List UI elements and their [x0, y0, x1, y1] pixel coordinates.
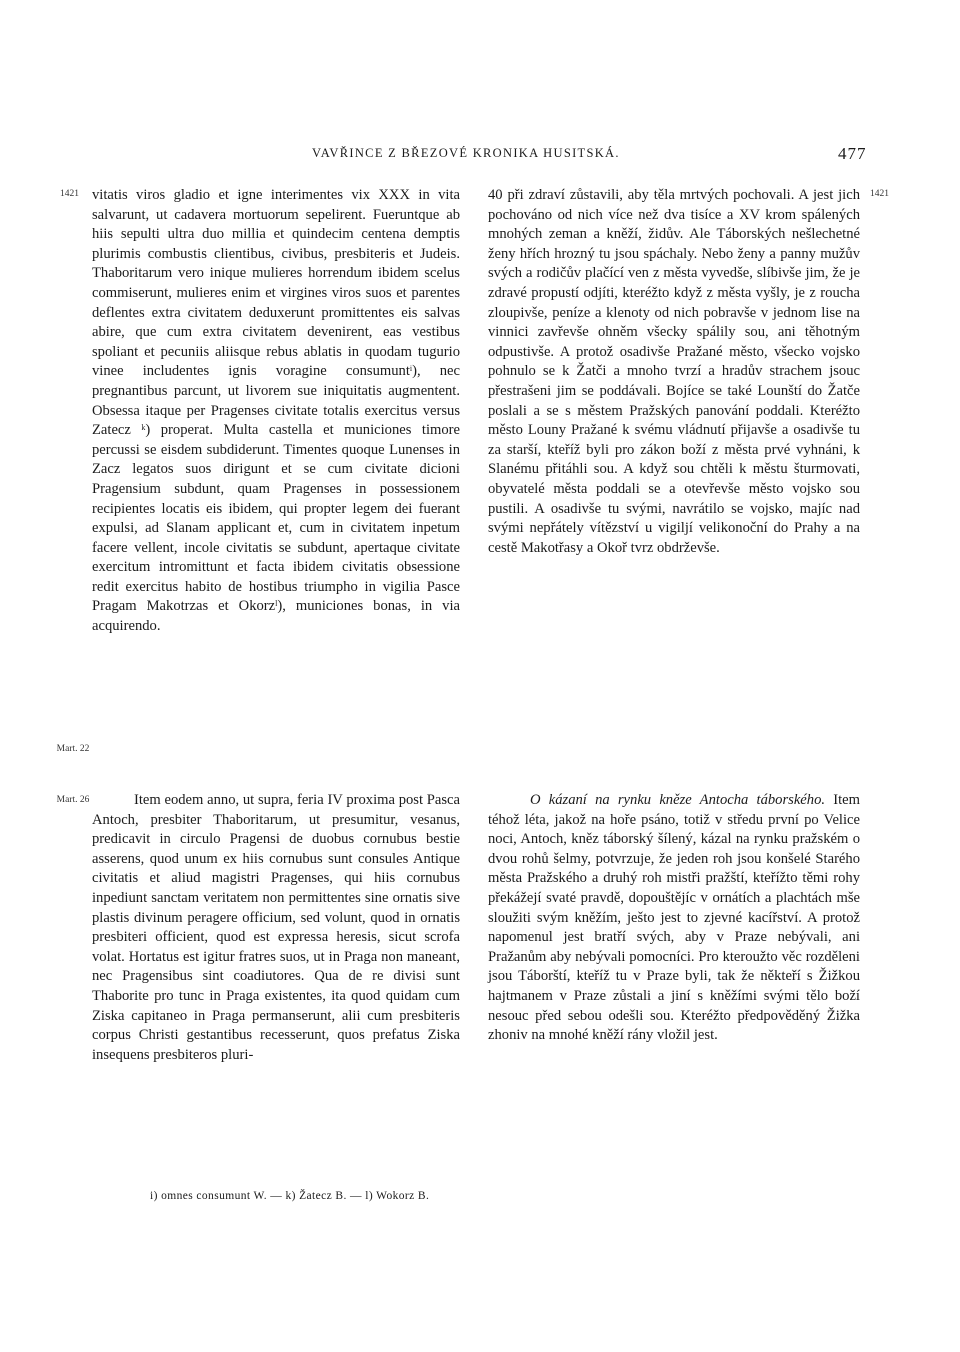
czech-text-1: 40 při zdraví zůstavili, aby těla mrtvých pochovali. A jest jich pochováno od nich více než dva tisíce a XV krom spálených mnohých zeman a kněží, židův. Ale Táborských nešlechetné ženy hřích hrozný tu jsou spáchaly. Nebo ženy a panny mužův svých a rodičův plačící ven z města vyvedše, slíbivše jim, že je zdravé propustí odjíti, kteréžto když z města vyšly, je z roucha zloupivše, peníze a klenoty od nich pobravše v jednom lise na vinnici zavřevše ohněm všecky spálily sou, ani těhotným odpustivše. A protož osadivše Pražané město, všecko vojsko pohnulo se k Žatči a mnoho tvrzí a hradův strachem jsouc přestrašeni jim se poddávali. Bojíce se také Lounští do Žatče poslali a se s městem Pražských panování poddali. Kteréžto město Louny Pražané k svému vládnutí přijavše a osadivše tu za starší, kteříž byli pro zákon boží z města prvé vyhnáni, k Slanému přitáhli sou. A když sou chtěli k městu šturmovati, obyvatelé města poddali se a otevřevše město vojsko sou pustili. A osadivše tu svými, navrátilo se vojsko, majíc nad svými nepřátely vítězství u vigiljí velikonoční do Prahy a na cestě Makotřasy a Okoř tvrz obdrževše.: [488, 187, 860, 556]
latin-paragraph-1: [92, 186, 460, 637]
margin-date-mart-22: Mart. 22: [56, 744, 90, 754]
page-header: [0, 146, 960, 168]
section-title: O kázaní na rynku kněze Antocha táborského.: [530, 792, 826, 808]
footnote-ref-i: i: [409, 364, 413, 374]
czech-section: [488, 791, 860, 1046]
running-title: VAVŘINCE Z BŘEZOVÉ KRONIKA HUSITSKÁ.: [312, 146, 620, 160]
footnote-ref-k: k: [141, 423, 146, 433]
latin-text-1a: vitatis viros gladio et igne interimentes vix XXX in vita salvarunt, ut cadavera mortuorum sepelirent. Fueruntque ab hiis sepulti ultra duo millia et quindecim centena demptis plurimis combustis clientibus, civibus, presbiteris et Judeis. Thaboritarum vero inique mulieres horrendum ibidem scelus commiserunt, mulieres enim et virgines viros suos et parentes deflentes extra civitatem deduxerunt promittentes eis salvas abire, que cum extra civitatem devenirent, eas vestibus spoliant et pecuniis aliisque rebus ablatis in quodam tugurio vinee includentes ignis voragine consumunt: [92, 187, 460, 380]
margin-date-mart-26: Mart. 26: [56, 795, 90, 805]
latin-text-1c: ) properat. Multa castella et municiones timore percussi se eisdem subdiderunt. Timentes quoque Lunenses in Zacz legatos suos dirigunt et se cum civitate dicioni Pragensium subdunt, quam Pragenses in possessionem recipientes locatis eis ibidem, qui propter legem dei fuerant expulsi, ad Slanam applicant et, cum in civitatem inpetum facere vellent, incole civitatis se subdunt, apertaque civitate exercitum intromittunt et facta ibidem civitatis obsessione redit exercitus habito de hostibus triumpho in vigilia Pasce Pragam Makotrzas et Okorz: [92, 422, 460, 615]
czech-paragraph-1: [488, 186, 860, 558]
margin-year-left: 1421: [60, 189, 79, 199]
page-number: 477: [838, 144, 867, 163]
latin-paragraph-2: [92, 791, 460, 1065]
margin-year-right: 1421: [870, 189, 889, 199]
footnote-ref-l: l: [275, 599, 278, 609]
latin-text-1b: ), nec pregnantibus parcunt, ut livorem sue iniquitatis augmentent. Obsessa itaque per Pragenses civitate totalis exercitus versus Zatecz: [92, 363, 460, 439]
latin-text-2: Item eodem anno, ut supra, feria IV proxima post Pasca Antoch, presbiter Thaboritarum, ut presumitur, vesanus, predicavit in circulo Pragensi de duobus cornubus bestie asserens, quod unum ex hiis cornubus sunt consules Antique civitatis et aliud magistri Pragenses, qui hiis cornubus inpediunt sanctam veritatem non permittentes sine ornatis sive plastis divinum peragere officium, sed volunt, quod in ornatis presbiteri officient, quod est expressa heresis, sicut scrofa volat. Hortatus est igitur fratres suos, ut in Praga non maneant, nec Pragensibus sint coadiutores. Qua de re divisi sunt Thaborite pro tunc in Praga existentes, ita quod quidam cum Ziska capitaneo in Praga permanserunt, alii cum presbiteris corpus Christi gestantibus recesserunt, quos prefatus Ziska insequens presbiteros pluri-: [92, 792, 460, 1063]
footnotes: i) omnes consumunt W. — k) Žatecz B. — l) Wokorz B.: [150, 1190, 430, 1202]
czech-text-2: Item téhož léta, jakož na hoře psáno, totiž v středu první po Velice noci, Antoch, kněz táborský šílený, kázal na rynku pražském o dvou rohů šelmy, potvrzuje, že jeden roh jsou konšelé Starého města Pražského a druhý roh mistři pražští, kteřížto těmi rohy překážejí svaté pravdě, dopouštějíc v ornátích a plachtách mše sloužiti svým kněžím, ješto jest to zjevné kacířství. A protož napomenul jest bratří svých, aby v Praze nebývali, ani Pražanům aby nebývali pomocníci. Pro kteroužto věc rozděleni jsou Táborští, kteříž tu v Praze byli, tak že někteří s Žižkou hajtmanem v Praze zůstali a jiní s kněžími svými tělo boží nesouc před sebou odešli sou. Kteréžto předpověděný Žižka zhoniv na mnohé kněží rány vložil jest.: [488, 792, 860, 1044]
latin-text-1d: ), municiones bonas, in via acquirendo.: [92, 598, 460, 635]
